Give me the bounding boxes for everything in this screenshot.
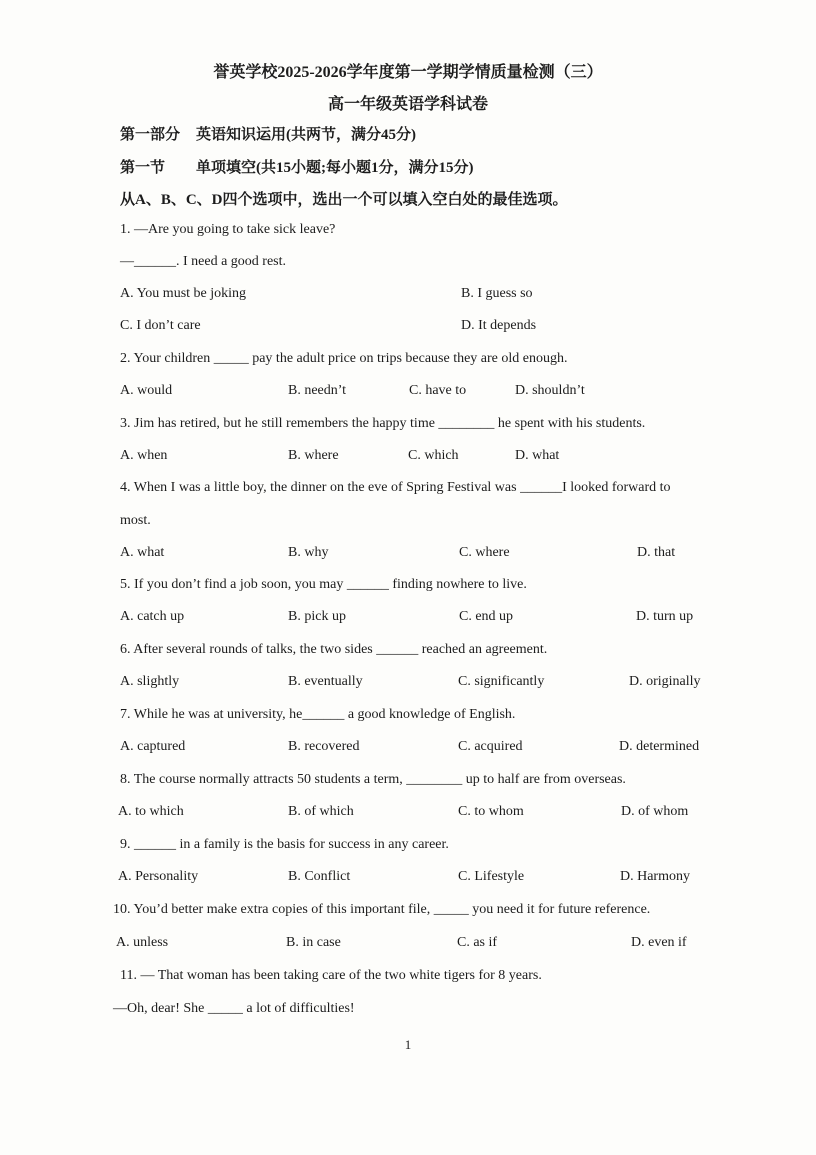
section-heading — [120, 156, 474, 177]
question-9-option-d: D. Harmony — [620, 869, 690, 884]
question-3-option-a: A. when — [120, 448, 168, 463]
question-2-option-a: A. would — [120, 383, 173, 398]
question-10-option-a: A. unless — [116, 935, 169, 950]
question-9-option-a: A. Personality — [118, 869, 199, 884]
question-10-option-c: C. as if — [457, 935, 498, 950]
question-6-option-a: A. slightly — [120, 674, 180, 689]
section-description: 单项填空(共15小题;每小题1分，满分15分) — [196, 160, 474, 176]
question-1-option-c: C. I don’t care — [120, 318, 201, 333]
question-8-option-c: C. to whom — [458, 804, 524, 819]
question-5-stem: 5. If you don’t find a job soon, you may ______ finding nowhere to live. — [120, 577, 527, 592]
question-2-option-d: D. shouldn’t — [515, 383, 585, 398]
question-5-option-c: C. end up — [459, 609, 514, 624]
question-8-option-b: B. of which — [288, 804, 354, 819]
question-8-option-a: A. to which — [118, 804, 184, 819]
question-3-option-c: C. which — [408, 448, 459, 463]
exam-subtitle: 高一年级英语学科试卷 — [327, 96, 488, 113]
question-8-stem: 8. The course normally attracts 50 students a term, ________ up to half are from overseas. — [120, 772, 626, 787]
part-heading — [120, 123, 416, 144]
question-3-option-b: B. where — [288, 448, 339, 463]
question-9-stem: 9. ______ in a family is the basis for success in any career. — [120, 837, 449, 852]
question-4-option-b: B. why — [288, 545, 329, 560]
question-4-option-a: A. what — [120, 545, 165, 560]
question-11-stem: 11. — That woman has been taking care of the two white tigers for 8 years. — [120, 968, 542, 983]
question-2-option-c: C. have to — [409, 383, 467, 398]
question-4-option-c: C. where — [459, 545, 510, 560]
question-3-stem: 3. Jim has retired, but he still remembers the happy time ________ he spent with his students. — [120, 416, 646, 431]
question-7-option-a: A. captured — [120, 739, 186, 754]
question-5-option-a: A. catch up — [120, 609, 185, 624]
question-5-option-d: D. turn up — [636, 609, 694, 624]
page-number: 1 — [404, 1037, 412, 1052]
question-10-stem: 10. You’d better make extra copies of this important file, _____ you need it for future reference. — [113, 902, 651, 917]
question-1-stem: 1. —Are you going to take sick leave? — [120, 222, 336, 237]
question-9-option-b: B. Conflict — [288, 869, 351, 884]
question-10-option-d: D. even if — [631, 935, 687, 950]
question-4-option-d: D. that — [637, 545, 676, 560]
question-1-reply: —______. I need a good rest. — [120, 254, 287, 269]
part-description: 英语知识运用(共两节，满分45分) — [196, 127, 416, 143]
exam-title: 誉英学校2025-2026学年度第一学期学情质量检测（三） — [213, 64, 603, 81]
question-5-option-b: B. pick up — [288, 609, 346, 624]
question-4-stem: 4. When I was a little boy, the dinner on the eve of Spring Festival was ______I looked forward to — [120, 480, 671, 495]
question-1-option-b: B. I guess so — [461, 286, 533, 301]
question-6-option-c: C. significantly — [458, 674, 545, 689]
question-2-stem: 2. Your children _____ pay the adult price on trips because they are old enough. — [120, 351, 568, 366]
question-4-stem-continued: most. — [120, 513, 151, 528]
section-label: 第一节 — [120, 160, 166, 176]
question-11-reply: —Oh, dear! She _____ a lot of difficulties! — [113, 1001, 355, 1016]
question-1-option-a: A. You must be joking — [120, 286, 247, 301]
question-3-option-d: D. what — [515, 448, 560, 463]
question-9-option-c: C. Lifestyle — [458, 869, 525, 884]
question-7-option-d: D. determined — [619, 739, 700, 754]
part-label: 第一部分 — [120, 127, 181, 143]
question-6-stem: 6. After several rounds of talks, the two sides ______ reached an agreement. — [120, 642, 548, 657]
question-7-option-b: B. recovered — [288, 739, 360, 754]
question-6-option-b: B. eventually — [288, 674, 363, 689]
question-10-option-b: B. in case — [286, 935, 341, 950]
question-7-option-c: C. acquired — [458, 739, 523, 754]
question-6-option-d: D. originally — [629, 674, 701, 689]
question-8-option-d: D. of whom — [621, 804, 689, 819]
question-2-option-b: B. needn’t — [288, 383, 347, 398]
question-1-option-d: D. It depends — [461, 318, 537, 333]
instruction-text: 从A、B、C、D四个选项中，选出一个可以填入空白处的最佳选项。 — [120, 192, 568, 208]
question-7-stem: 7. While he was at university, he______ a good knowledge of English. — [120, 707, 516, 722]
